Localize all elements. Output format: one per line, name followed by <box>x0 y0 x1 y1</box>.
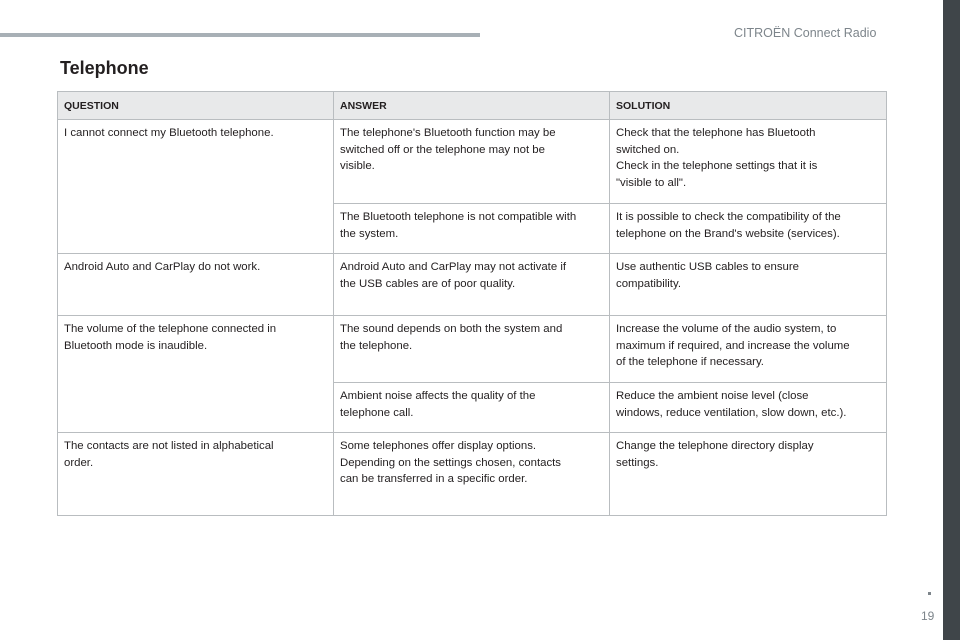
header-solution: SOLUTION <box>610 92 887 120</box>
question-line: order. <box>64 456 94 469</box>
answer-cell <box>334 383 610 433</box>
answer-cell <box>334 316 610 383</box>
table-row <box>58 433 887 516</box>
answer-line: the system. <box>340 227 399 240</box>
table-row <box>58 120 887 204</box>
answer-cell <box>334 204 610 254</box>
solution-line: "visible to all". <box>616 176 687 189</box>
answer-line: visible. <box>340 160 375 172</box>
solution-cell <box>610 383 887 433</box>
question-cell <box>58 316 334 433</box>
solution-line: Change the telephone directory display <box>616 440 814 452</box>
answer-line: The Bluetooth telephone is not compatible with <box>340 211 577 223</box>
solution-line: telephone on the Brand's website (services). <box>616 227 840 240</box>
solution-line: Check in the telephone settings that it is <box>616 160 818 172</box>
header-question: QUESTION <box>58 92 334 120</box>
question-cell <box>58 433 334 516</box>
answer-line: telephone call. <box>340 406 414 419</box>
page-marker <box>928 592 931 595</box>
answer-line: Some telephones offer display options. <box>340 440 537 452</box>
header-rule <box>0 33 480 37</box>
answer-line: the USB cables are of poor quality. <box>340 277 516 290</box>
answer-line: the telephone. <box>340 339 413 352</box>
answer-line: Ambient noise affects the quality of the <box>340 390 536 402</box>
answer-cell <box>334 254 610 316</box>
solution-line: Increase the volume of the audio system, to <box>616 323 837 335</box>
solution-line: settings. <box>616 456 659 469</box>
solution-line: windows, reduce ventilation, slow down, etc.). <box>616 406 847 419</box>
page-title: Telephone <box>60 58 149 78</box>
answer-cell <box>334 433 610 516</box>
answer-line: Depending on the settings chosen, contacts <box>340 456 561 469</box>
solution-line: Check that the telephone has Bluetooth <box>616 127 816 139</box>
header-answer: ANSWER <box>334 92 610 120</box>
brand-header: CITROËN Connect Radio <box>734 26 877 40</box>
troubleshooting-table <box>57 91 887 516</box>
answer-line: Android Auto and CarPlay may not activate if <box>340 261 567 273</box>
answer-line: switched off or the telephone may not be <box>340 143 545 156</box>
solution-cell <box>610 433 887 516</box>
table-header-row <box>58 92 887 120</box>
answer-cell <box>334 120 610 204</box>
solution-line: maximum if required, and increase the volume <box>616 339 850 352</box>
solution-cell <box>610 316 887 383</box>
question-line: Bluetooth mode is inaudible. <box>64 339 208 352</box>
page-number: 19 <box>921 609 935 623</box>
solution-line: switched on. <box>616 143 680 156</box>
question-line: The contacts are not listed in alphabetical <box>64 440 274 452</box>
solution-line: It is possible to check the compatibility of the <box>616 211 841 223</box>
answer-line: can be transferred in a specific order. <box>340 473 528 485</box>
solution-line: Use authentic USB cables to ensure <box>616 261 799 273</box>
answer-line: The telephone's Bluetooth function may be <box>340 127 556 139</box>
solution-cell <box>610 120 887 204</box>
solution-cell <box>610 254 887 316</box>
page-edge-band <box>943 0 960 640</box>
question-text: I cannot connect my Bluetooth telephone. <box>64 127 274 139</box>
question-text: Android Auto and CarPlay do not work. <box>64 261 261 273</box>
question-cell <box>58 254 334 316</box>
table-row <box>58 254 887 316</box>
table-row <box>58 316 887 383</box>
solution-line: compatibility. <box>616 277 681 290</box>
solution-line: Reduce the ambient noise level (close <box>616 390 809 402</box>
solution-cell <box>610 204 887 254</box>
solution-line: of the telephone if necessary. <box>616 356 764 368</box>
question-cell <box>58 120 334 254</box>
question-line: The volume of the telephone connected in <box>64 323 277 335</box>
answer-line: The sound depends on both the system and <box>340 323 563 335</box>
